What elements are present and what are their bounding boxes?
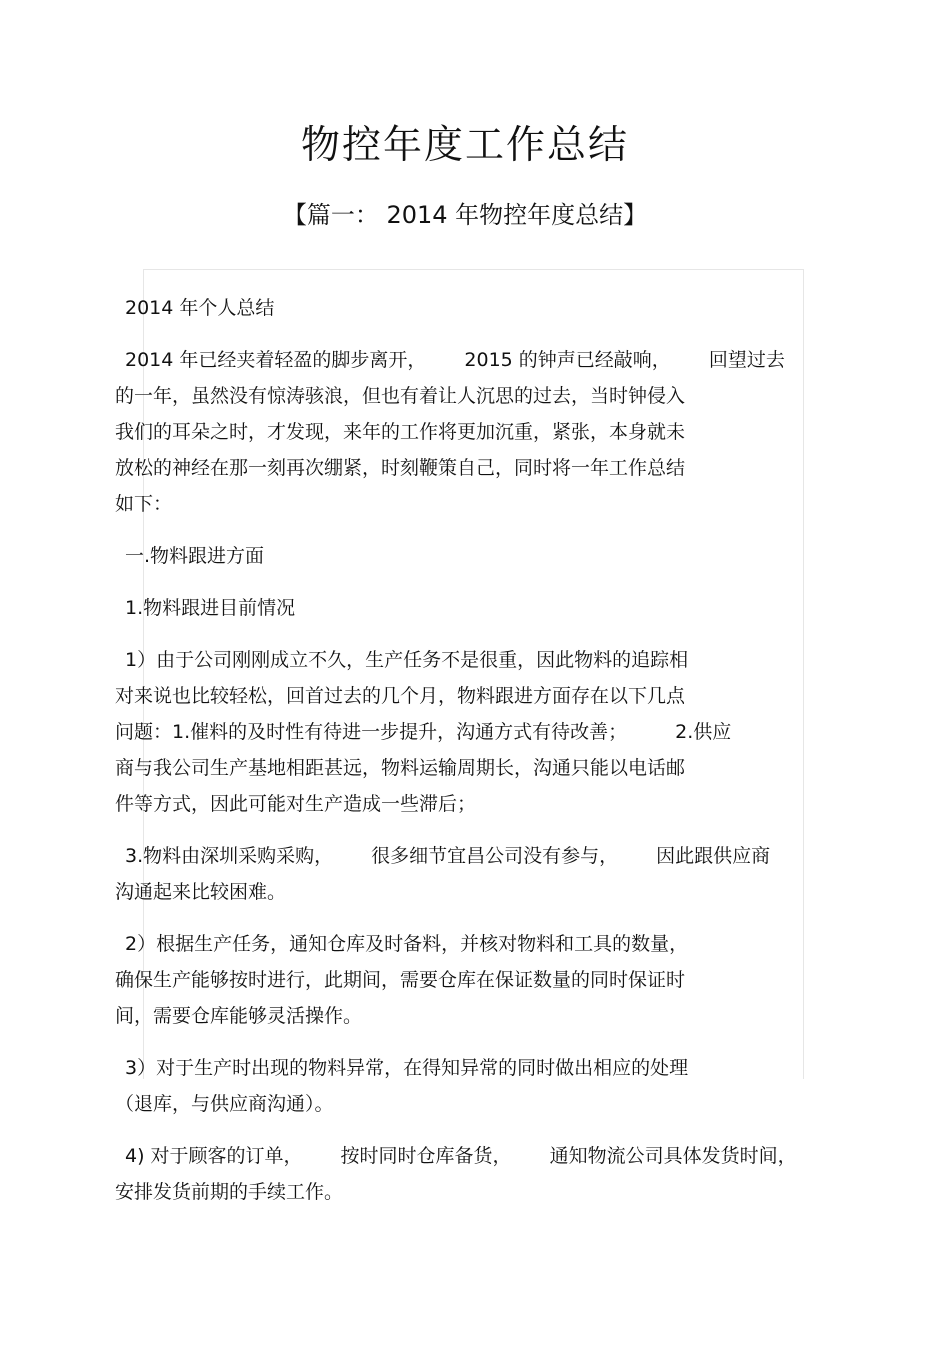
paragraph-item-3-procurement <box>115 838 835 910</box>
text-line: 1.物料跟进目前情况 <box>125 597 296 619</box>
text-line: 间，需要仓库能够灵活操作。 <box>115 1005 363 1027</box>
text-line: 3）对于生产时出现的物料异常，在得知异常的同时做出相应的处理 <box>125 1057 689 1079</box>
paragraph-personal-summary-heading <box>115 290 835 326</box>
text-line: 沟通起来比较困难。 <box>115 881 287 903</box>
paragraph-intro <box>115 342 835 522</box>
paragraph-item-1 <box>115 642 835 822</box>
text-segment: 2015 的钟声已经敲响， <box>464 349 671 371</box>
text-segment: 很多细节宜昌公司没有参与， <box>371 845 619 867</box>
text-segment: 通知物流公司具体发货时间， <box>549 1145 797 1167</box>
text-line <box>115 838 835 874</box>
text-segment: 3.物料由深圳采购采购， <box>125 845 334 867</box>
document-body <box>115 290 835 1226</box>
text-segment: 2.供应 <box>675 721 732 743</box>
text-segment: 因此跟供应商 <box>656 845 771 867</box>
frame-top-border <box>143 269 804 270</box>
text-line: 商与我公司生产基地相距甚远，物料运输周期长，沟通只能以电话邮 <box>115 757 686 779</box>
text-line: 放松的神经在那一刻再次绷紧，时刻鞭策自己，同时将一年工作总结 <box>115 457 686 479</box>
text-line: 我们的耳朵之时，才发现，来年的工作将更加沉重，紧张，本身就未 <box>115 421 686 443</box>
text-line: 如下： <box>115 493 173 515</box>
text-line: 确保生产能够按时进行，此期间，需要仓库在保证数量的同时保证时 <box>115 969 686 991</box>
text-line <box>115 714 835 750</box>
text-line: 1）由于公司刚刚成立不久，生产任务不是很重，因此物料的追踪相 <box>125 649 689 671</box>
document-title: 物控年度工作总结 <box>300 123 629 168</box>
subsection-heading-current-status <box>115 590 835 626</box>
document-subtitle: 【篇一： 2014 年物控年度总结】 <box>282 201 648 229</box>
text-line: 2014 年个人总结 <box>125 297 275 319</box>
text-segment: 问题：1.催料的及时性有待进一步提升，沟通方式有待改善； <box>115 721 628 743</box>
paragraph-item-3 <box>115 1050 835 1122</box>
section-heading-material-followup <box>115 538 835 574</box>
text-line: 安排发货前期的手续工作。 <box>115 1181 344 1203</box>
paragraph-item-4 <box>115 1138 835 1210</box>
text-line: 一.物料跟进方面 <box>125 545 265 567</box>
text-line: （退库，与供应商沟通）。 <box>115 1093 334 1115</box>
text-line: 的一年，虽然没有惊涛骇浪，但也有着让人沉思的过去，当时钟侵入 <box>115 385 686 407</box>
text-segment: 回望过去 <box>708 349 785 371</box>
text-line: 件等方式，因此可能对生产造成一些滞后； <box>115 793 477 815</box>
text-segment: 按时同时仓库备货， <box>340 1145 512 1167</box>
text-line <box>115 342 835 378</box>
text-line: 2）根据生产任务，通知仓库及时备料，并核对物料和工具的数量， <box>125 933 689 955</box>
text-line: 对来说也比较轻松，回首过去的几个月，物料跟进方面存在以下几点 <box>115 685 686 707</box>
text-line <box>115 1138 835 1174</box>
text-segment: 4) 对于顾客的订单， <box>125 1145 303 1167</box>
text-segment: 2014 年已经夹着轻盈的脚步离开， <box>125 349 427 371</box>
paragraph-item-2 <box>115 926 835 1034</box>
